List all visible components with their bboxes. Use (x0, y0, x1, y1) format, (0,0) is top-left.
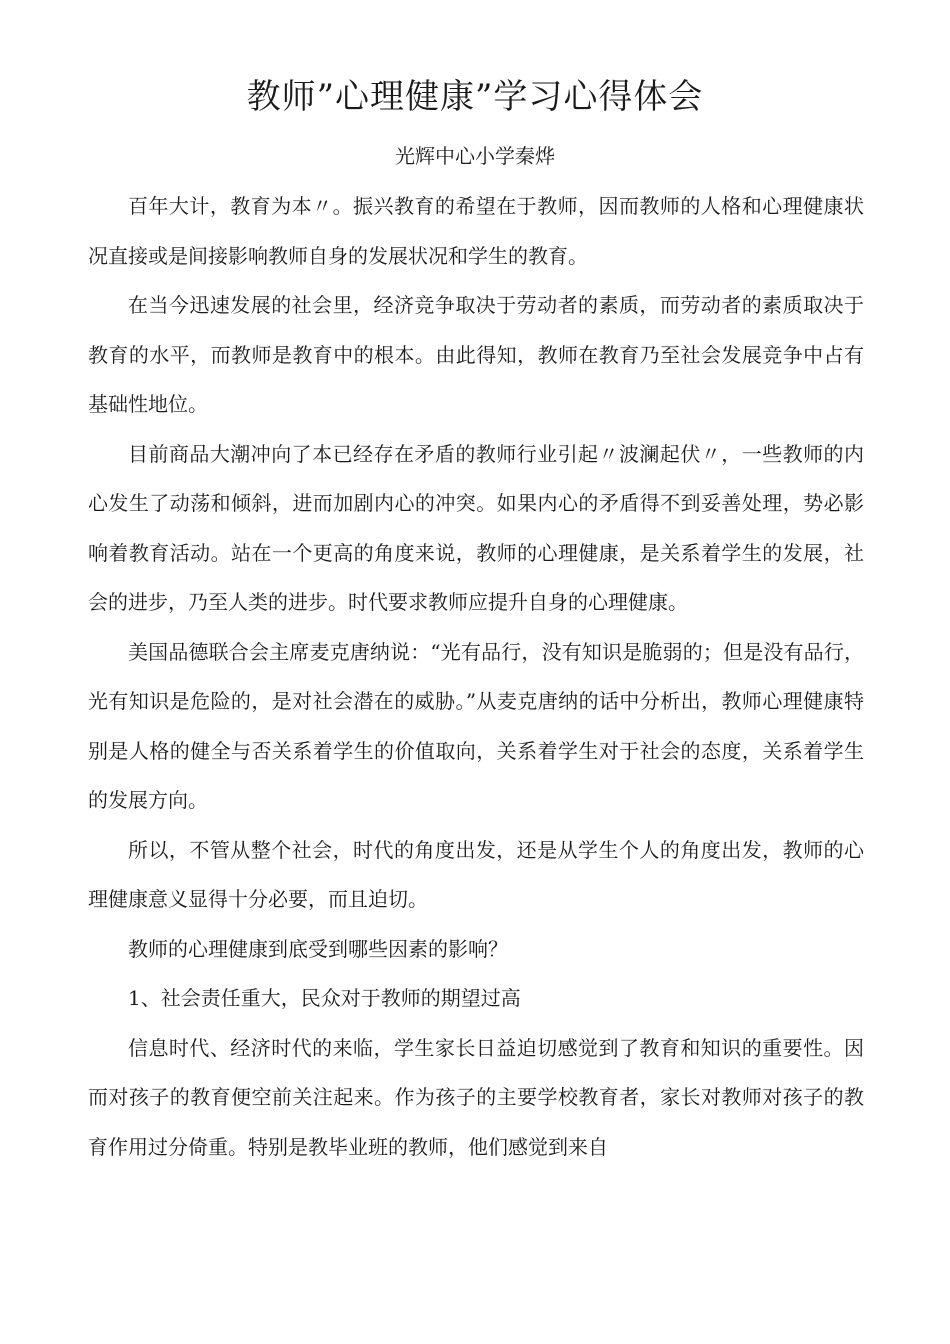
paragraph: 教师的心理健康到底受到哪些因素的影响？ (128, 936, 508, 961)
paragraph: 百年大计，教育为本〃。振兴教育的希望在于教师，因而教师的人格和心理健康状况直接或是间接影响教师自身的发展状况和学生的教育。 (88, 194, 864, 268)
document-author: 光辉中心小学秦烨 (395, 144, 555, 168)
paragraph: 目前商品大潮冲向了本已经存在矛盾的教师行业引起〃波澜起伏〃，一些教师的内心发生了动荡和倾斜，进而加剧内心的冲突。如果内心的矛盾得不到妥善处理，势必影响着教育活动。站在一个更高的角度来说，教师的心理健康，是关系着学生的发展，社会的进步，乃至人类的进步。时代要求教师应提升自身的心理健康。 (88, 441, 864, 614)
document-body (88, 182, 864, 1172)
document-title: 教师”心理健康”学习心得体会 (246, 77, 704, 117)
paragraph: 在当今迅速发展的社会里，经济竞争取决于劳动者的素质，而劳动者的素质取决于教育的水平，而教师是教育中的根本。由此得知，教师在教育乃至社会发展竞争中占有基础性地位。 (88, 293, 864, 416)
paragraph: 美国品德联合会主席麦克唐纳说：“光有品行，没有知识是脆弱的；但是没有品行，光有知识是危险的，是对社会潜在的威胁。”从麦克唐纳的话中分析出，教师心理健康特别是人格的健全与否关系着学生的价值取向，关系着学生对于社会的态度，关系着学生的发展方向。 (88, 639, 864, 812)
paragraph: 信息时代、经济时代的来临，学生家长日益迫切感觉到了教育和知识的重要性。因而对孩子的教育便空前关注起来。作为孩子的主要学校教育者，家长对教师对孩子的教育作用过分倚重。特别是教毕业班的教师，他们感觉到来自 (88, 1035, 864, 1159)
section-heading: 1、社会责任重大，民众对于教师的期望过高 (128, 986, 521, 1010)
paragraph: 所以，不管从整个社会，时代的角度出发，还是从学生个人的角度出发，教师的心理健康意义显得十分必要，而且迫切。 (88, 837, 864, 911)
